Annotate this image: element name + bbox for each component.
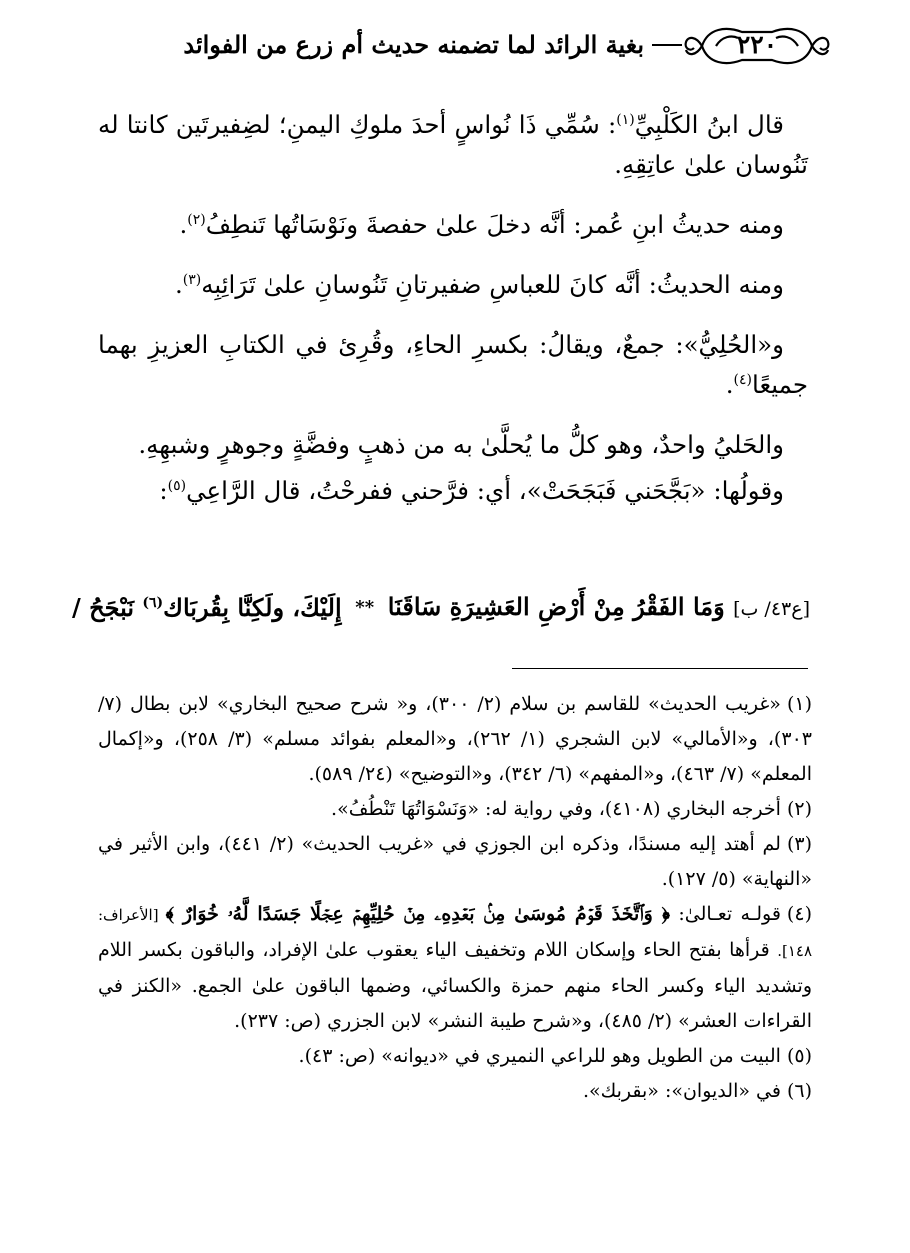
footnote-number: (٤): [786, 903, 812, 925]
footnote-ref[interactable]: (١): [616, 111, 635, 128]
footnote: (٢)أخرجه البخاري (٤١٠٨)، وفي رواية له: «وَنَسْوَاتُهَا تَنْطُفُ».: [331, 798, 812, 820]
footnote: (١)«غريب الحديث» للقاسم بن سلام (٢/ ٣٠٠)، و« شرح صحيح البخاري» لابن بطال (٧/ ٣٠٣)، و«الأمالي» لابن الشجري (١/ ٢٦٢)، و«المعلم بفوائد مسلم» (٣/ ٢٥٨)، و«إكمال المعلم» (٧/ ٤٦٣)، و«المفهم» (٦/ ٣٤٢)، و«التوضيح» (٢٤/ ٥٨٩).: [98, 693, 812, 785]
paragraph: و«الحُلِيُّ»: جمعٌ، ويقالُ: بكسرِ الحاءِ، وقُرِئ في الكتابِ العزيزِ بهما جميعًا$^{(٤)}$.: [98, 330, 808, 399]
paragraph: وقولُها: «بَجَّحَني فَبَجَحَتْ»، أي: فرَّحني ففرحْتُ، قال الرَّاعِي$^{(٥)}$:: [159, 476, 784, 505]
footnote-ref[interactable]: (٣): [182, 271, 202, 288]
verse-separator: **: [355, 597, 375, 618]
paragraph: قال ابنُ الكَلْبِيِّ$^{(١)}$: سُمِّي ذَا نُواسٍ أحدَ ملوكِ اليمنِ؛ لضِفيرتَين كانتا له تَنُوسان علىٰ عاتِقِهِ.: [98, 110, 808, 179]
footnote-number: (٢): [786, 798, 812, 820]
footnote-ref[interactable]: (٥): [167, 477, 187, 494]
verse-second-hemistich: إِلَيْكَ، ولَكِنَّا بِقُربَاك$^{(٦)}$ نَبْجَحُ /: [72, 593, 342, 622]
footnote-ref[interactable]: (٦): [142, 595, 164, 611]
verse-first-hemistich: [ع٤٣/ ب] وَمَا الفَقْرُ مِنْ أَرْضِ العَشِيرَةِ سَاقَنَا: [387, 592, 810, 621]
paragraph: ومنه الحديثُ: أنَّه كانَ للعباسِ ضفيرتانِ تَنُوسانِ علىٰ تَرَائِبِه$^{(٣)}$.: [174, 270, 784, 299]
paragraph: ومنه حديثُ ابنِ عُمر: أنَّه دخلَ علىٰ حفصةَ ونَوْسَاتُها تَنطِفُ$^{(٢)}$.: [179, 210, 784, 239]
surah-ref: [الأعراف: ١٤٨].: [98, 906, 813, 960]
footnote-number: (١): [786, 693, 812, 715]
quran-verse: ﴿ وَٱتَّخَذَ قَوۡمُ مُوسَىٰ مِنۢ بَعۡدِهِۦ مِنۡ حُلِيِّهِمۡ عِجۡلًا جَسَدًا لَّهُۥ خُوَارٌ ﴾: [165, 903, 671, 925]
footnote-number: (٥): [786, 1045, 812, 1067]
poetry-verse: [72, 588, 810, 628]
manuscript-ref: [ع٤٣/ ب]: [733, 598, 810, 620]
footnote-ref[interactable]: (٢): [187, 211, 206, 228]
footnote-ref[interactable]: (٤): [733, 371, 752, 388]
page-number: ٢٢٠: [736, 30, 778, 59]
footnote: (٥)البيت من الطويل وهو للراعي النميري في «ديوانه» (ص: ٤٣).: [298, 1045, 812, 1067]
footnote: (٣)لم أهتد إليه مسندًا، وذكره ابن الجوزي في «غريب الحديث» (٢/ ٤٤١)، وابن الأثير في «النهاية» (٥/ ١٢٧).: [98, 833, 812, 890]
footnote-number: (٣): [786, 833, 812, 855]
page-header: [80, 22, 832, 72]
footnotes: [98, 687, 812, 1109]
header-rule: [652, 44, 682, 46]
footnote-separator: [512, 668, 808, 669]
footnote: (٤)قولـه تعـالىٰ: ﴿ وَٱتَّخَذَ قَوۡمُ مُوسَىٰ مِنۢ بَعۡدِهِۦ مِنۡ حُلِيِّهِمۡ عِجۡلًا جَسَدًا لَّهُۥ خُوَارٌ ﴾ [الأعراف: ١٤٨]. قرأها بفتح الحاء وإسكان اللام وتخفيف الياء يعقوب علىٰ الإفراد، والباقون بكسر اللام وتشديد الياء وكسر الحاء منهم حمزة والكسائي، وضمها الباقون علىٰ الجمع. «الكنز في القراءات العشر» (٢/ ٤٨٥)، و«شرح طيبة النشر» لابن الجزري (ص: ٢٣٧).: [98, 903, 813, 1032]
footnote: (٦)في «الديوان»: «بقربك».: [582, 1080, 812, 1102]
running-title: بغية الرائد لما تضمنه حديث أم زرع من الفوائد: [183, 30, 644, 59]
footnote-number: (٦): [786, 1080, 812, 1102]
paragraph: والحَليُ واحدٌ، وهو كلُّ ما يُحلَّىٰ به من ذهبٍ وفضَّةٍ وجوهرٍ وشبهِهِ.: [138, 430, 784, 459]
main-text: [98, 105, 808, 531]
